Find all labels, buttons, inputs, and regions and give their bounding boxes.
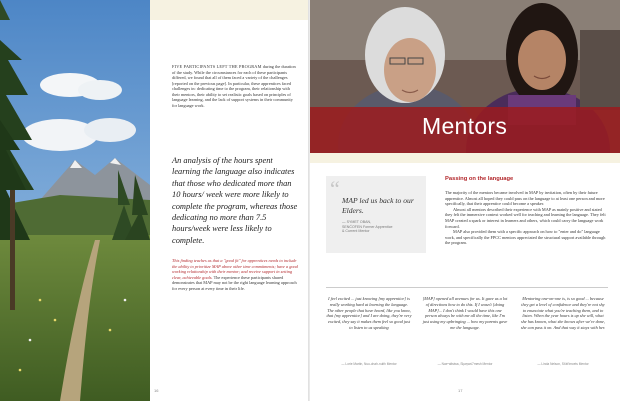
body-paragraph: The majority of the mentors became involved in MAP by invitation, often by their future apprentice. Almost all hoped they could pass on the language to at least one person and more specifically, that their apprentice could become a speaker. — [445, 190, 605, 207]
left-paragraph-2 — [172, 258, 298, 291]
body-text — [445, 190, 607, 246]
pull-quote: An analysis of the hours spent learning the language also indicates that those who dedicated more than 10 hours/ week were more likely to complete the program, whereas those dedicating no more than 7.5 hours/week were less likely to complete. — [172, 156, 298, 245]
top-band — [150, 0, 310, 20]
divider — [326, 287, 608, 288]
right-page — [310, 0, 620, 401]
testimonial-quote: [MAP] opened all avenues for us. It gave us a lot of directions how to do this. If I wasn't [doing MAP]... I don't think I would have this one person always be with me all the time, like I'm just using my upbringing ... how my parents gave me the language. — [422, 296, 508, 330]
section-heading: Passing on the language — [445, 176, 514, 182]
page-title: Mentors — [422, 113, 508, 139]
testimonial-quote: I feel excited ... just knowing [my apprentice] is really working hard at learning the language. The other people that have heard, like you know, that [my apprentice] and I are doing, they're very excited, they say it makes them feel so good just to listen to us speaking — [326, 296, 412, 330]
testimonial-attribution: — Naxʷaltsiwa, Sḵwx̱wú7mesh Mentor — [437, 362, 493, 366]
quote-attribution-line: SENĆOŦEN Former Apprentice — [342, 224, 393, 229]
body-paragraph: Almost all mentors described their experience with MAP as mainly positive and stated they felt the immersive context worked well for teaching and learning the language. They felt MAP created a spark or interest in learners and others, which could carry the language work forward. — [445, 206, 606, 229]
testimonial-quote: Mentoring one-on-one is, is so good ... because they get a level of confidence and they're not shy to enunciate what you're teaching them, and to listen. When the year hours is up she will, what she has known, what she knows after we're done, she can pass it on. And that way it stays with her. — [520, 296, 606, 330]
page-number-left: 16 — [154, 388, 159, 393]
highlight-text: This finding teaches us that a "good fit" for apprentices needs to include the ability to prioritize MAP above other time commitments; have a good working relationship with their mentor; and receive support in setting clear, achievable goals. — [172, 258, 298, 280]
testimonial-attribution: — Lorie Martin, Nuu-chah-nulth Mentor — [341, 362, 397, 366]
quote-attribution — [342, 220, 424, 234]
quote-attribution-line: & Current Mentor — [342, 229, 370, 234]
quote-attribution-line: — SYMET OBAN, — [342, 220, 372, 224]
left-paragraph-1 — [172, 64, 298, 108]
cream-strip — [310, 153, 620, 163]
quote-mark-icon: “ — [330, 176, 340, 201]
testimonial-attribution: — Linda Nelson, St'át'imcets Mentor — [537, 362, 589, 366]
sidebar-quote: MAP led us back to our Elders. — [342, 196, 414, 216]
paragraph-text: The experience these participants shared demonstrates that MAP may not be the right language learning approach for every person at every time in their life. — [172, 274, 297, 291]
lead-in: FIVE PARTICIPANTS LEFT THE PROGRAM — [172, 64, 262, 69]
landscape-photo — [0, 0, 150, 401]
paragraph-text: during the duration of the study. While the circumstances for each of these participants differed, we found that all of them faced a variety of the challenges [reported on the previous page]. In particular, these apprentices faced challenges in: dedicating time to the program, their relationship with their mentors, their ability to set realistic goals based on principles of language learning, and the lack of support systems in their community for language work. — [172, 64, 296, 108]
body-paragraph: MAP also provided them with a specific approach on how to "enter and do" language work, and specifically the FPCC mentors appreciated the structural support available through the program. — [445, 229, 606, 246]
page-number-right: 17 — [458, 388, 463, 393]
